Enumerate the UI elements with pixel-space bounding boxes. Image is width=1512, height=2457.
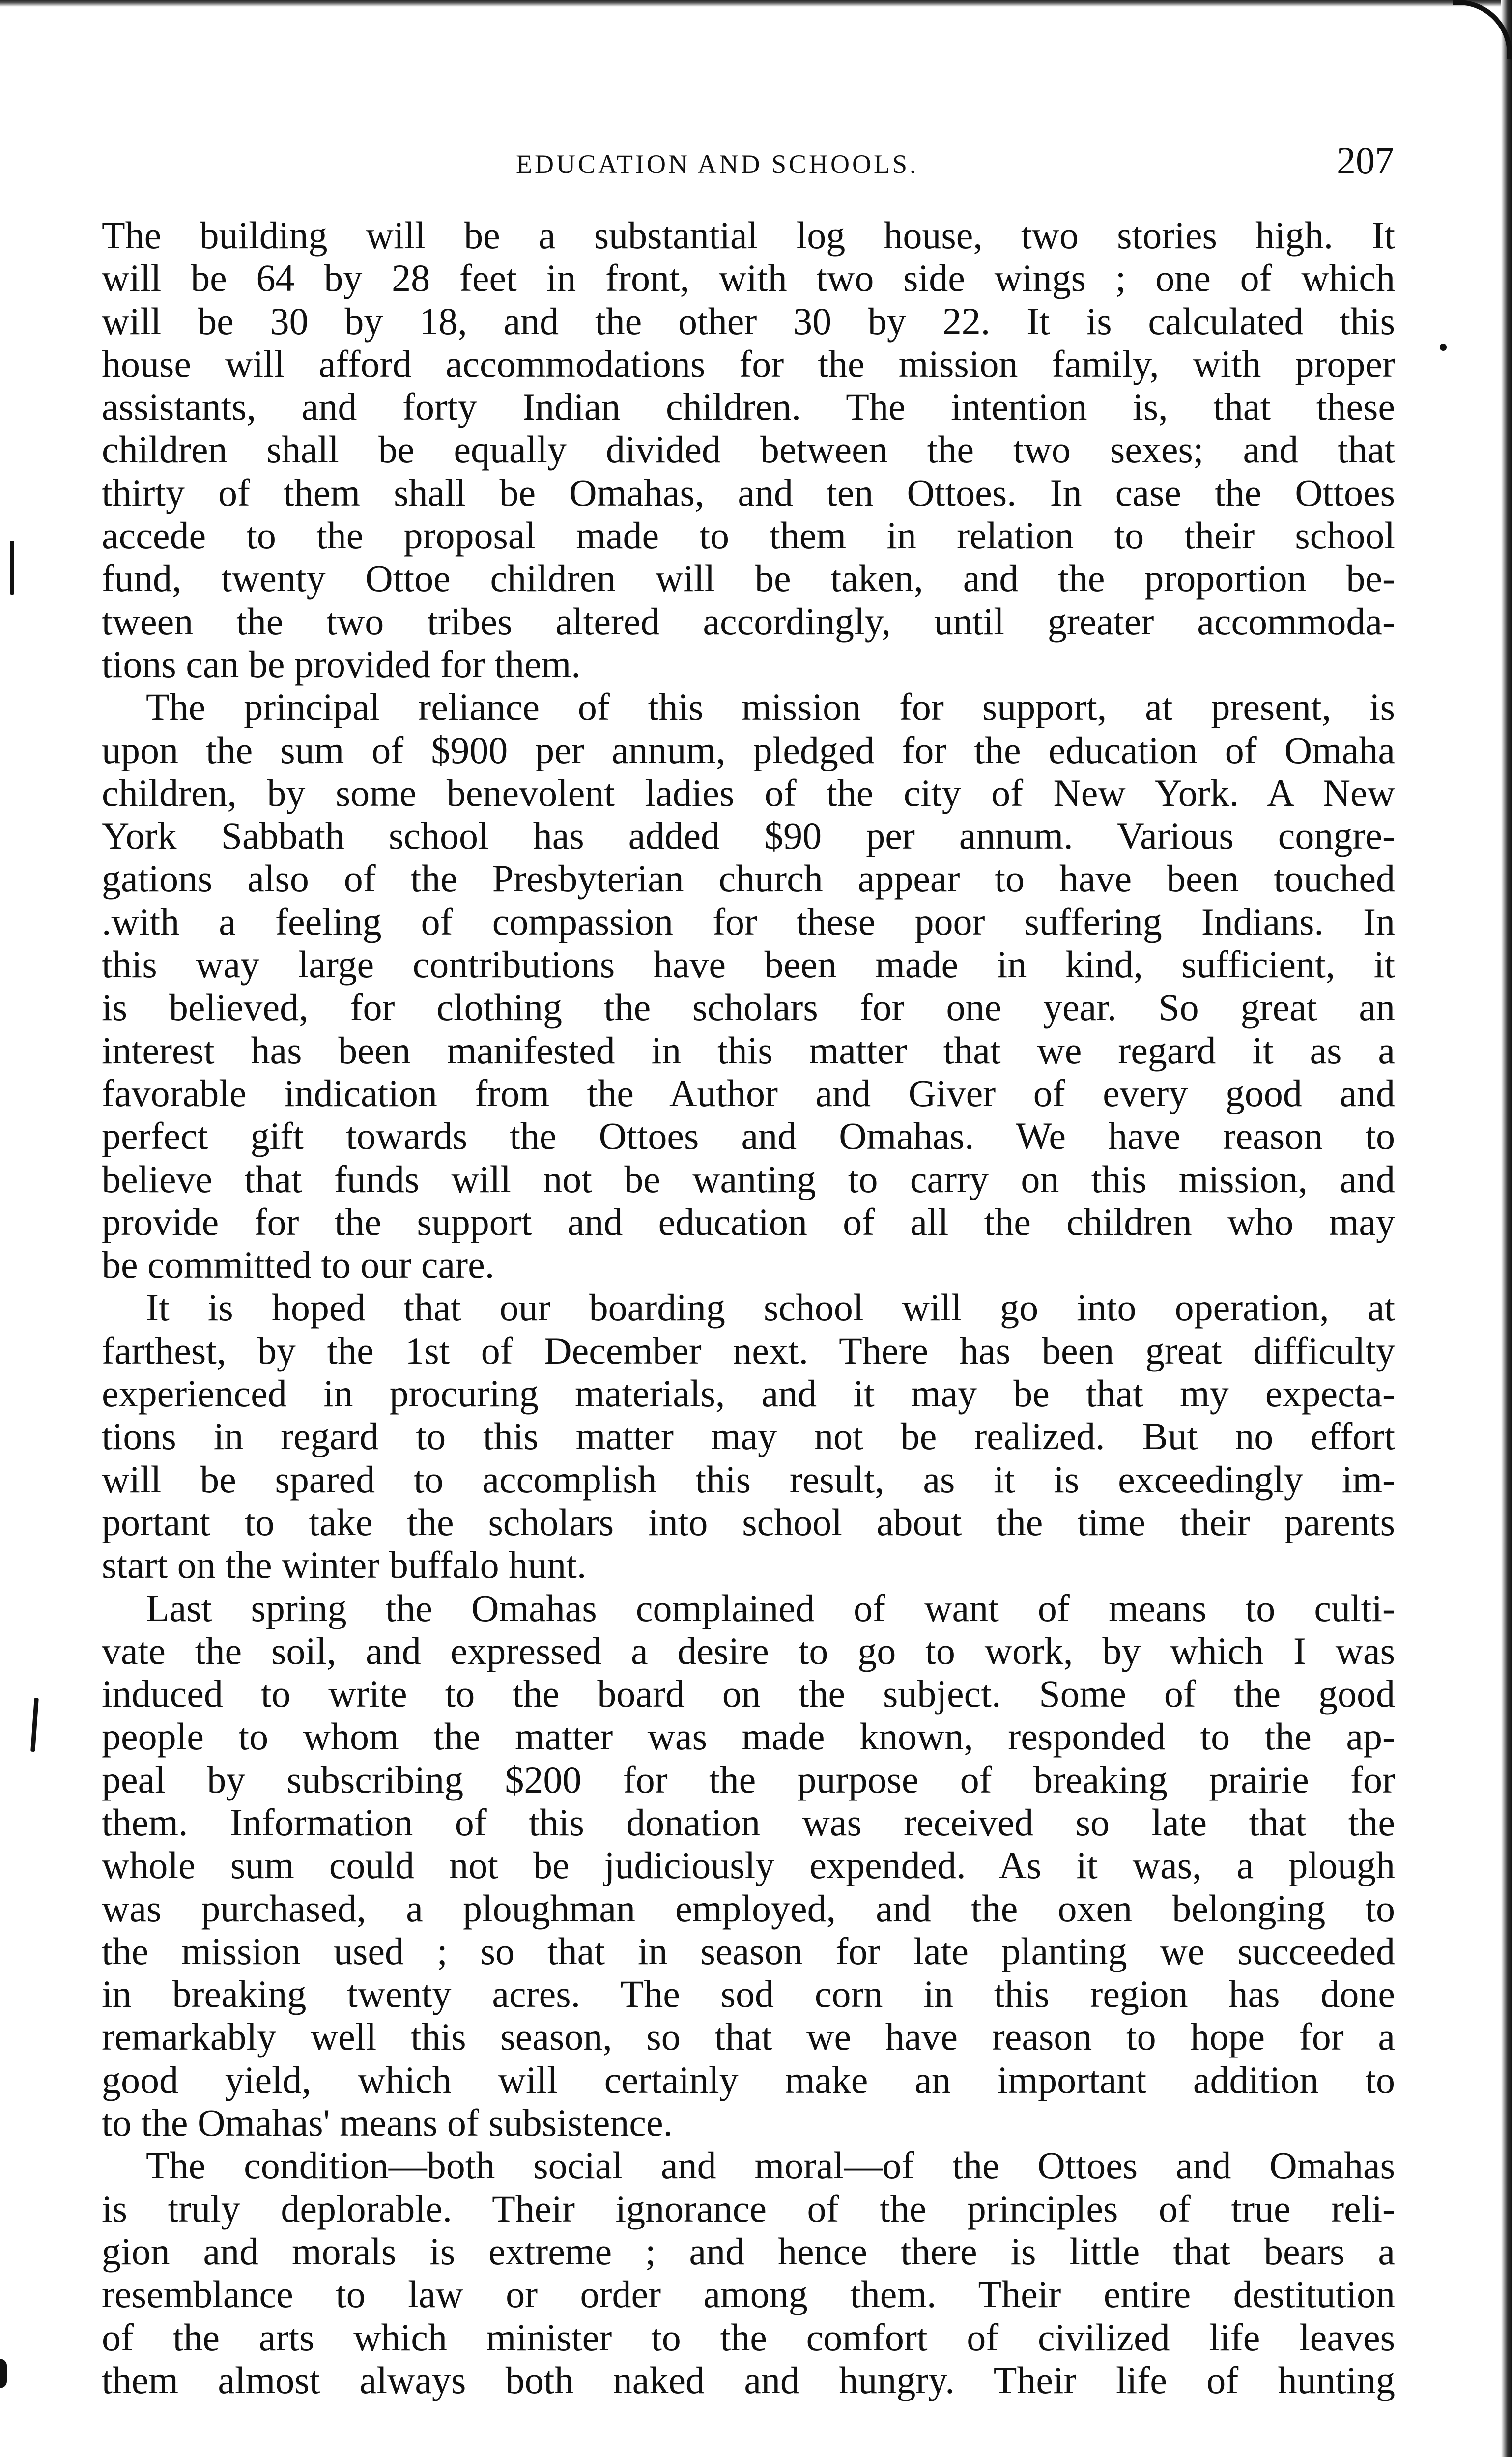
- margin-dot: [1440, 344, 1447, 351]
- text-line: The building will be a substantial log house, two stories high. It: [102, 214, 1395, 257]
- text-line: experienced in procuring materials, and it may be that my expecta-: [102, 1372, 1395, 1415]
- text-line: York Sabbath school has added $90 per annum. Various congre-: [102, 814, 1395, 857]
- text-line: favorable indication from the Author and Giver of every good and: [102, 1071, 1395, 1114]
- text-line: of the arts which minister to the comfort of civilized life leaves: [102, 2315, 1395, 2359]
- text-line: good yield, which will certainly make an important addition to: [102, 2058, 1395, 2101]
- text-line: believe that funds will not be wanting to carry on this mission, and: [102, 1157, 1395, 1200]
- text-line: children shall be equally divided between the two sexes; and that: [102, 428, 1395, 471]
- text-line: in breaking twenty acres. The sod corn in this region has done: [102, 1972, 1395, 2016]
- text-line: tween the two tribes altered accordingly, until greater accommoda-: [102, 600, 1395, 643]
- text-line: is truly deplorable. Their ignorance of the principles of true reli-: [102, 2187, 1395, 2230]
- text-line: remarkably well this season, so that we have reason to hope for a: [102, 2015, 1395, 2058]
- text-line: gations also of the Presbyterian church appear to have been touched: [102, 857, 1395, 900]
- text-line: upon the sum of $900 per annum, pledged for the education of Omaha: [102, 728, 1395, 771]
- margin-mark: [30, 1698, 39, 1752]
- scan-edge-right: [1501, 0, 1512, 2457]
- text-line: will be 30 by 18, and the other 30 by 22. It is calculated this: [102, 299, 1395, 343]
- text-line: vate the soil, and expressed a desire to go to work, by which I was: [102, 1629, 1395, 1672]
- running-head: EDUCATION AND SCHOOLS.: [516, 149, 919, 179]
- text-line: start on the winter buffalo hunt.: [102, 1543, 587, 1587]
- text-line: be committed to our care.: [102, 1243, 495, 1286]
- text-line: The condition—both social and moral—of the Ottoes and Omahas: [146, 2144, 1395, 2187]
- text-line: interest has been manifested in this matter that we regard it as a: [102, 1029, 1395, 1072]
- text-line: them almost always both naked and hungry. Their life of hunting: [102, 2358, 1395, 2401]
- text-line: is believed, for clothing the scholars for one year. So great an: [102, 986, 1395, 1029]
- text-line: will be 64 by 28 feet in front, with two side wings ; one of which: [102, 257, 1395, 300]
- text-line: accede to the proposal made to them in relation to their school: [102, 514, 1395, 557]
- text-line: farthest, by the 1st of December next. There has been great difficulty: [102, 1329, 1395, 1372]
- text-line: resemblance to law or order among them. Their entire destitution: [102, 2273, 1395, 2316]
- text-line: tions in regard to this matter may not be realized. But no effort: [102, 1415, 1395, 1458]
- text-line: peal by subscribing $200 for the purpose of breaking prairie for: [102, 1758, 1395, 1801]
- margin-mark: [0, 2359, 7, 2388]
- text-line: It is hoped that our boarding school will go into operation, at: [146, 1286, 1395, 1329]
- text-line: .with a feeling of compassion for these poor suffering Indians. In: [102, 900, 1395, 943]
- text-line: to the Omahas' means of subsistence.: [102, 2101, 673, 2144]
- margin-mark: [10, 541, 14, 595]
- text-line: tions can be provided for them.: [102, 642, 581, 686]
- text-line: whole sum could not be judiciously expended. As it was, a plough: [102, 1844, 1395, 1887]
- text-line: children, by some benevolent ladies of the city of New York. A New: [102, 771, 1395, 814]
- text-line: the mission used ; so that in season for late planting we succeeded: [102, 1929, 1395, 1972]
- text-line: portant to take the scholars into school about the time their parents: [102, 1500, 1395, 1543]
- text-line: house will afford accommodations for the mission family, with proper: [102, 342, 1395, 385]
- text-line: perfect gift towards the Ottoes and Omahas. We have reason to: [102, 1114, 1395, 1158]
- text-line: The principal reliance of this mission for support, at present, is: [146, 686, 1395, 729]
- text-line: Last spring the Omahas complained of want of means to culti-: [146, 1586, 1395, 1629]
- text-line: fund, twenty Ottoe children will be taken, and the proportion be-: [102, 557, 1395, 600]
- page-number: 207: [1337, 139, 1394, 182]
- text-line: them. Information of this donation was received so late that the: [102, 1800, 1395, 1844]
- text-line: gion and morals is extreme ; and hence there is little that bears a: [102, 2229, 1395, 2273]
- text-line: people to whom the matter was made known, responded to the ap-: [102, 1715, 1395, 1758]
- text-line: provide for the support and education of all the children who may: [102, 1200, 1395, 1243]
- text-line: thirty of them shall be Omahas, and ten Ottoes. In case the Ottoes: [102, 471, 1395, 514]
- scan-edge-top: [0, 0, 1512, 7]
- text-line: was purchased, a ploughman employed, and the oxen belonging to: [102, 1886, 1395, 1930]
- text-line: this way large contributions have been made in kind, sufficient, it: [102, 943, 1395, 986]
- body-text: [102, 214, 1395, 2401]
- text-line: assistants, and forty Indian children. The intention is, that these: [102, 385, 1395, 429]
- text-line: induced to write to the board on the subject. Some of the good: [102, 1672, 1395, 1715]
- text-line: will be spared to accomplish this result, as it is exceedingly im-: [102, 1457, 1395, 1501]
